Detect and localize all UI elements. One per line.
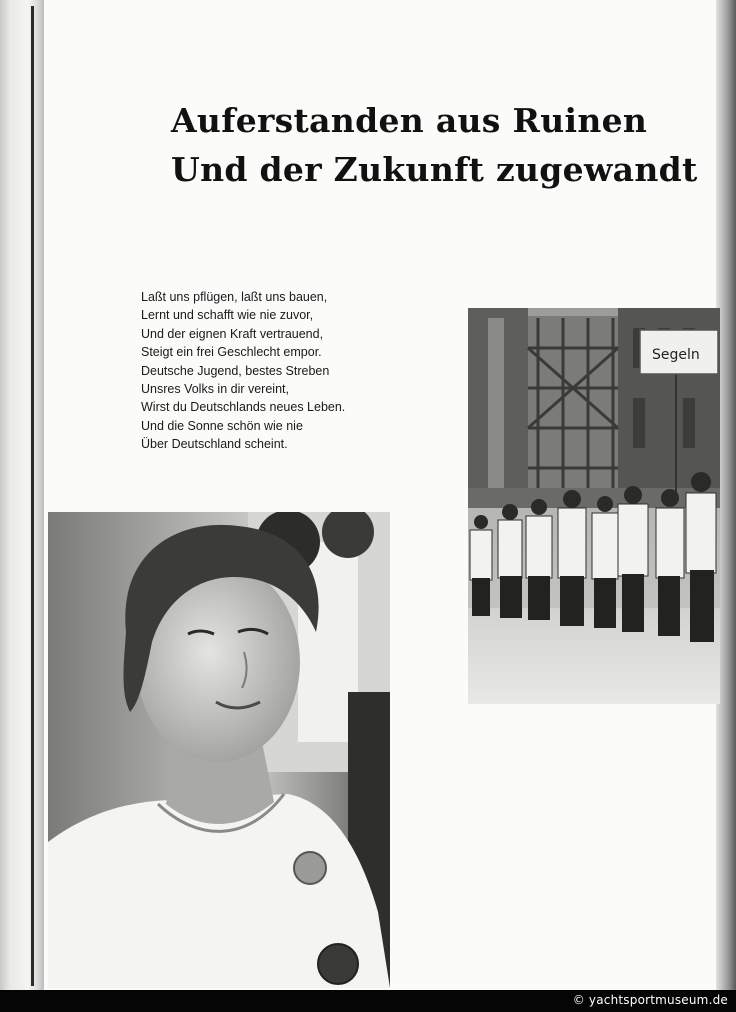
poem-line: Und der eignen Kraft vertrauend, <box>141 326 324 341</box>
title-line-1: Auferstanden aus Ruinen <box>171 101 648 140</box>
parade-sign-text: Segeln <box>652 347 700 363</box>
poem-line: Unsres Volks in dir vereint, <box>141 382 289 397</box>
title-line-2: Und der Zukunft zugewandt <box>171 150 698 189</box>
poem-line: Lernt und schafft wie nie zuvor, <box>141 308 314 323</box>
poem-line: Wirst du Deutschlands neues Leben. <box>141 400 346 415</box>
parade-photo-image <box>468 308 720 704</box>
poem-line: Deutsche Jugend, bestes Streben <box>141 363 330 378</box>
spine-gutter-line <box>31 6 34 986</box>
page-title <box>171 96 698 194</box>
book-spine-left <box>0 0 44 990</box>
poem-line: Und die Sonne schön wie nie <box>141 418 303 433</box>
portrait-photo-image <box>48 512 390 988</box>
poem-line: Über Deutschland scheint. <box>141 437 288 452</box>
poem-line: Steigt ein frei Geschlecht empor. <box>141 345 322 360</box>
parade-photo <box>468 308 720 704</box>
copyright-credit: © yachtsportmuseum.de <box>572 993 728 1007</box>
poem-line: Laßt uns pflügen, laßt uns bauen, <box>141 290 328 304</box>
poem-stanza <box>141 288 371 454</box>
portrait-photo <box>48 512 390 988</box>
